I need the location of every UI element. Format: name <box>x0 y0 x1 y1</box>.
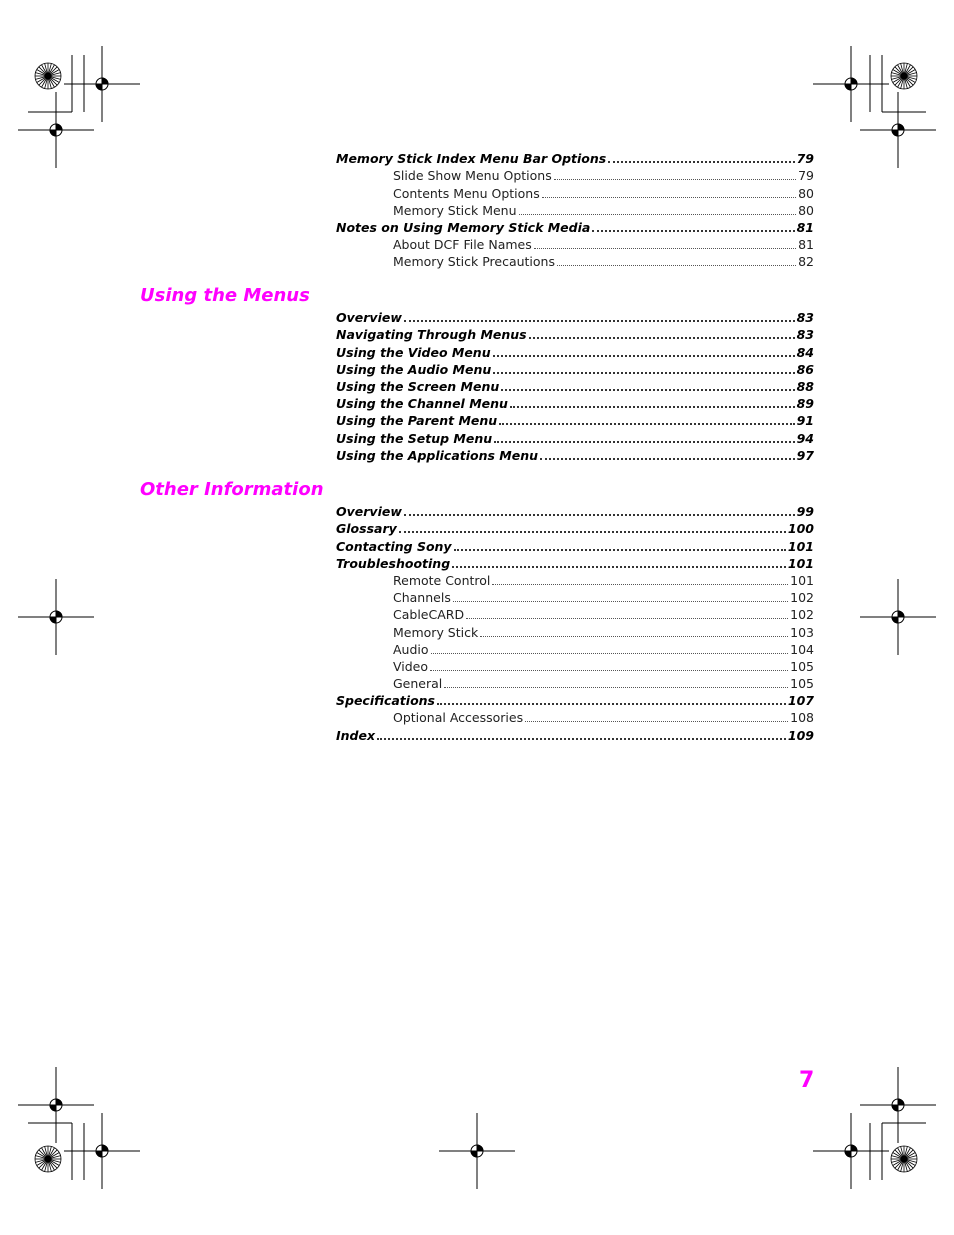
toc-entry-page: 84 <box>796 344 814 360</box>
toc-entry <box>336 167 814 184</box>
dot-leader <box>557 265 796 266</box>
dot-leader <box>454 549 786 551</box>
registration-crosshair-icon <box>18 1067 94 1143</box>
registration-crosshair-icon <box>813 46 889 122</box>
toc-entry-page: 79 <box>798 168 814 184</box>
registration-crosshair-icon <box>813 1113 889 1189</box>
registration-crosshair-icon <box>18 92 94 168</box>
toc-entry-title: Navigating Through Menus <box>336 327 527 343</box>
toc-entry-title: Contacting Sony <box>336 538 452 554</box>
toc-entry-page: 108 <box>790 710 814 726</box>
toc-entry-page: 81 <box>798 237 814 253</box>
toc-entry-title: Channels <box>393 590 451 606</box>
dot-leader <box>494 441 794 443</box>
toc-entry <box>336 503 814 520</box>
dot-leader <box>431 653 789 654</box>
dot-leader <box>525 721 788 722</box>
dot-leader <box>608 161 794 163</box>
toc-entry <box>336 589 814 606</box>
dot-leader <box>493 355 795 357</box>
toc-entry-title: CableCARD <box>393 607 465 623</box>
toc-entry-page: 83 <box>796 310 814 326</box>
toc-entry-page: 89 <box>796 396 814 412</box>
toc-entry-page: 101 <box>787 555 814 571</box>
registration-crosshair-icon <box>860 579 936 655</box>
toc-entry-page: 81 <box>796 219 814 235</box>
page-number: 7 <box>799 1068 815 1093</box>
toc-section <box>336 309 814 464</box>
registration-crosshair-icon <box>64 1113 140 1189</box>
toc-entry <box>336 572 814 589</box>
toc-entry-title: Index <box>336 727 376 743</box>
dot-leader <box>540 458 795 460</box>
toc-entry-page: 102 <box>790 607 814 623</box>
registration-crosshair-icon <box>439 1113 515 1189</box>
toc-entry <box>336 184 814 201</box>
dot-leader <box>437 703 786 705</box>
toc-entry <box>336 309 814 326</box>
dot-leader <box>430 670 788 671</box>
toc-entry-page: 80 <box>798 185 814 201</box>
toc-entry-page: 102 <box>790 590 814 606</box>
toc-entry-page: 86 <box>796 361 814 377</box>
toc-entry <box>336 343 814 360</box>
toc-entry <box>336 429 814 446</box>
toc-entry-page: 91 <box>796 413 814 429</box>
toc-entry-page: 79 <box>796 151 814 167</box>
toc-entry-title: Overview <box>336 504 402 520</box>
toc-entry-page: 103 <box>790 624 814 640</box>
toc-entry-title: Optional Accessories <box>393 710 524 726</box>
toc-entry-page: 80 <box>798 202 814 218</box>
dot-leader <box>510 406 795 408</box>
toc-entry <box>336 537 814 554</box>
toc-entry-page: 101 <box>787 538 814 554</box>
toc-entry-title: Overview <box>336 310 402 326</box>
toc-entry-title: Memory Stick <box>393 624 479 640</box>
toc-entry-title: Troubleshooting <box>336 555 451 571</box>
toc-entry-title: Using the Video Menu <box>336 344 491 360</box>
toc-entry <box>336 326 814 343</box>
toc-entry-title: Contents Menu Options <box>393 185 540 201</box>
toc-entry-title: About DCF File Names <box>393 237 532 253</box>
toc-section <box>336 503 814 744</box>
toc-entry <box>336 520 814 537</box>
dot-leader <box>499 423 794 425</box>
dot-leader <box>466 618 788 619</box>
toc-section <box>336 150 814 270</box>
toc-entry-page: 99 <box>796 504 814 520</box>
registration-crosshair-icon <box>64 46 140 122</box>
toc-entry-title: Memory Stick Precautions <box>393 254 555 270</box>
toc-entry-title: Notes on Using Memory Stick Media <box>336 219 591 235</box>
toc-entry <box>336 236 814 253</box>
dot-leader <box>534 248 796 249</box>
toc-entry <box>336 447 814 464</box>
registration-crosshair-icon <box>860 1067 936 1143</box>
toc-entry <box>336 675 814 692</box>
toc-entry-page: 83 <box>796 327 814 343</box>
toc-entry <box>336 606 814 623</box>
dot-leader <box>444 687 788 688</box>
section-title: Other Information <box>140 479 324 500</box>
dot-leader <box>492 584 788 585</box>
toc-entry <box>336 219 814 236</box>
dot-leader <box>592 230 794 232</box>
toc-entry-title: Video <box>393 658 429 674</box>
dot-leader <box>377 738 786 740</box>
toc-entry-title: Using the Parent Menu <box>336 413 498 429</box>
toc-entry-page: 100 <box>787 521 814 537</box>
toc-entry <box>336 253 814 270</box>
section-title: Using the Menus <box>140 285 310 306</box>
toc-entry-title: Using the Applications Menu <box>336 447 539 463</box>
toc-entry-title: Audio <box>393 641 429 657</box>
toc-entry <box>336 202 814 219</box>
toc-entry-page: 107 <box>787 693 814 709</box>
toc-entry-title: Memory Stick Index Menu Bar Options <box>336 151 607 167</box>
registration-crosshair-icon <box>860 92 936 168</box>
dot-leader <box>529 337 795 339</box>
toc-entry <box>336 709 814 726</box>
toc-entry-page: 101 <box>790 572 814 588</box>
toc-entry <box>336 658 814 675</box>
toc-entry <box>336 361 814 378</box>
registration-sunburst-icon <box>891 63 917 89</box>
registration-sunburst-icon <box>35 1146 61 1172</box>
toc-entry-page: 109 <box>787 727 814 743</box>
toc-entry <box>336 150 814 167</box>
toc-entry-title: Using the Setup Menu <box>336 430 493 446</box>
toc-entry-title: Specifications <box>336 693 435 709</box>
dot-leader <box>404 320 795 322</box>
dot-leader <box>453 601 788 602</box>
dot-leader <box>399 531 786 533</box>
dot-leader <box>404 514 795 516</box>
toc-entry <box>336 641 814 658</box>
toc-entry <box>336 378 814 395</box>
toc-entry-title: Slide Show Menu Options <box>393 168 552 184</box>
dot-leader <box>554 179 796 180</box>
dot-leader <box>542 197 796 198</box>
toc-entry-page: 94 <box>796 430 814 446</box>
toc-entry <box>336 726 814 743</box>
dot-leader <box>501 389 794 391</box>
registration-sunburst-icon <box>891 1146 917 1172</box>
toc-entry-title: Memory Stick Menu <box>393 202 517 218</box>
dot-leader <box>452 566 786 568</box>
toc-entry-title: Glossary <box>336 521 397 537</box>
toc-entry-title: Using the Channel Menu <box>336 396 508 412</box>
dot-leader <box>519 214 797 215</box>
toc-entry-title: General <box>393 676 443 692</box>
toc-entry <box>336 395 814 412</box>
registration-sunburst-icon <box>35 63 61 89</box>
toc-entry-title: Using the Audio Menu <box>336 361 492 377</box>
toc-entry <box>336 692 814 709</box>
dot-leader <box>493 372 794 374</box>
toc-entry-page: 88 <box>796 378 814 394</box>
toc-entry <box>336 623 814 640</box>
toc-entry-page: 97 <box>796 447 814 463</box>
toc-entry-title: Remote Control <box>393 572 491 588</box>
toc-entry <box>336 412 814 429</box>
toc-entry-title: Using the Screen Menu <box>336 378 500 394</box>
registration-crosshair-icon <box>18 579 94 655</box>
toc-entry-page: 105 <box>790 658 814 674</box>
dot-leader <box>480 636 788 637</box>
toc-entry-page: 105 <box>790 676 814 692</box>
toc-entry-page: 104 <box>790 641 814 657</box>
toc-entry <box>336 555 814 572</box>
toc-entry-page: 82 <box>798 254 814 270</box>
